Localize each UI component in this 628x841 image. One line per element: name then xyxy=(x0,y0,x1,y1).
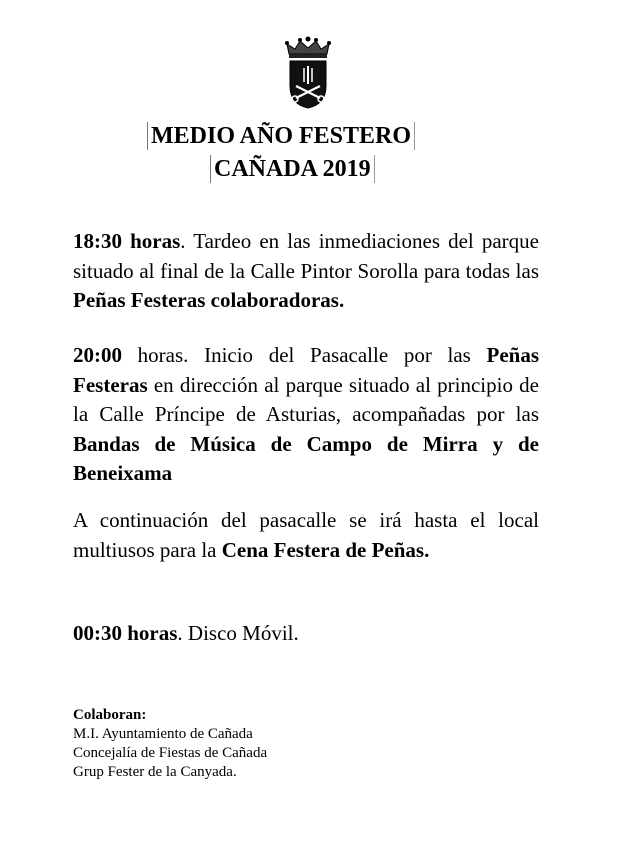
event-paragraph-3 xyxy=(73,506,539,565)
page-title: MEDIO AÑO FESTERO xyxy=(147,122,415,150)
event-description: . Tardeo en las inmediaciones del parque situado al final de la Calle Pintor Sorolla para todas las xyxy=(73,229,539,283)
credits-block xyxy=(73,706,267,782)
credits-line: Concejalía de Fiestas de Cañada xyxy=(73,745,268,761)
event-description: horas. Inicio del Pasacalle por las xyxy=(122,343,487,367)
event-highlight: Bandas de Música de Campo de Mirra y de Beneixama xyxy=(73,431,539,485)
municipal-crest-icon xyxy=(283,36,333,110)
event-paragraph-2 xyxy=(73,341,539,489)
event-time: 20:00 xyxy=(73,343,122,367)
event-highlight: Peñas Festeras colaboradoras. xyxy=(73,288,345,312)
event-time: 18:30 horas xyxy=(73,229,181,253)
event-description: . Disco Móvil. xyxy=(177,621,299,645)
credits-heading: Colaboran: xyxy=(73,707,147,723)
credits-line: Grup Fester de la Canyada. xyxy=(73,764,237,780)
page-subtitle: CAÑADA 2019 xyxy=(210,155,375,183)
credits-line: M.I. Ayuntamiento de Cañada xyxy=(73,726,253,742)
event-paragraph-1 xyxy=(73,227,539,316)
event-description: en dirección al parque situado al principio de la Calle Príncipe de Asturias, acompañadas por las xyxy=(73,372,539,426)
event-time: 00:30 horas xyxy=(73,621,178,645)
event-description: A continuación del pasacalle se irá hasta el local multiusos para la xyxy=(73,508,539,562)
event-highlight: Peñas Festeras xyxy=(73,343,539,397)
event-paragraph-4 xyxy=(73,619,539,649)
event-highlight: Cena Festera de Peñas. xyxy=(221,537,430,562)
